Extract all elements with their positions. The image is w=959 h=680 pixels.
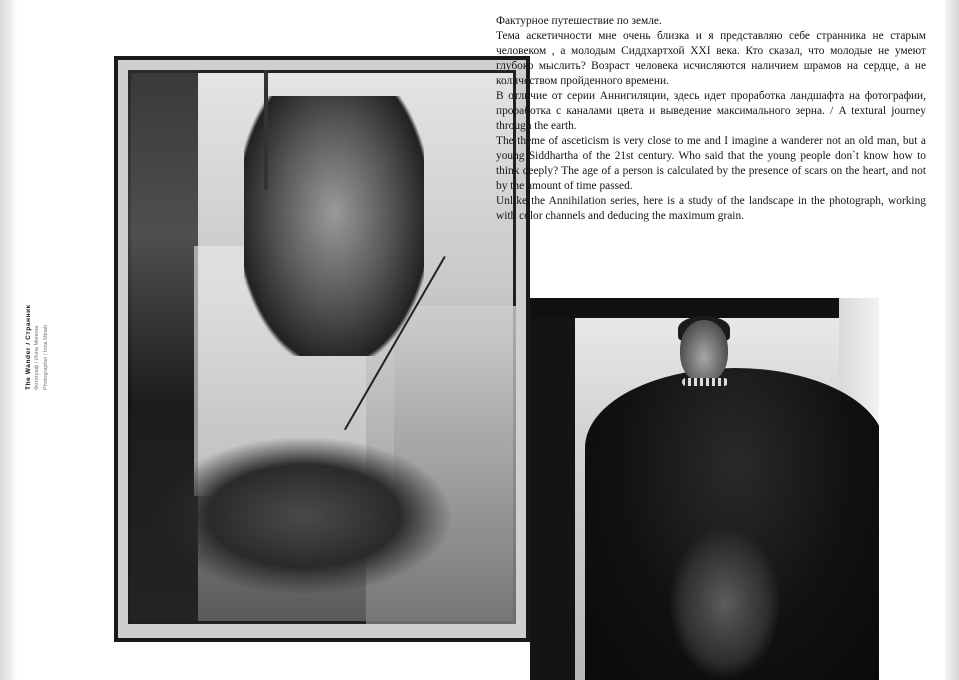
- landscape-texture-photo: [114, 56, 530, 642]
- textured-leaf-shape: [154, 436, 454, 596]
- figure-face: [680, 320, 728, 382]
- page-edge-left: [0, 0, 14, 680]
- paragraph-ru-1: Тема аскетичности мне очень близка и я представляю себе странника не старым человеком , а молодым Сиддхартхой XXI века. Кто сказал, что молодые не умеют глубоко мыслить? Возраст человека исчисляются наличием шрамов на сердце, а не количеством пройденного времени.: [496, 30, 926, 87]
- vertical-caption: [24, 304, 51, 390]
- photographer-credit-en: Photographer / Inna Minab: [43, 324, 49, 390]
- article-text: [496, 14, 926, 224]
- paragraph-en-2: Unlike the Annihilation series, here is a study of the landscape in the photograph, working with color channels and deducing the maximum grain.: [496, 195, 926, 222]
- overlay-leaf-texture: [670, 528, 780, 678]
- plant-stalk: [264, 70, 268, 190]
- paragraph-ru-2: В отличие от серии Аннигиляции, здесь идет проработка ландшафта на фотографии, проработка с каналами цвета и выведение максимального зерна. / A textural journey through the earth.: [496, 90, 926, 132]
- article-title: Фактурное путешествие по земле.: [496, 15, 662, 27]
- series-title: The Wander / Странник: [25, 304, 32, 390]
- portrait-photo: [530, 298, 879, 680]
- photographer-credit-ru: Фотограф / Инна Минина: [34, 325, 40, 390]
- dark-top-band: [530, 298, 879, 318]
- studded-choker: [682, 378, 728, 386]
- paragraph-en-1: The theme of asceticism is very close to me and I imagine a wanderer not an old man, but a young Siddhartha of the 21st century. Who said that the young people don`t know how to think deeply? The age of a person is calculated by the presence of scars on the heart, and not by the amount of time passed.: [496, 135, 926, 192]
- stone-fragment: [244, 96, 424, 356]
- page-edge-right: [945, 0, 959, 680]
